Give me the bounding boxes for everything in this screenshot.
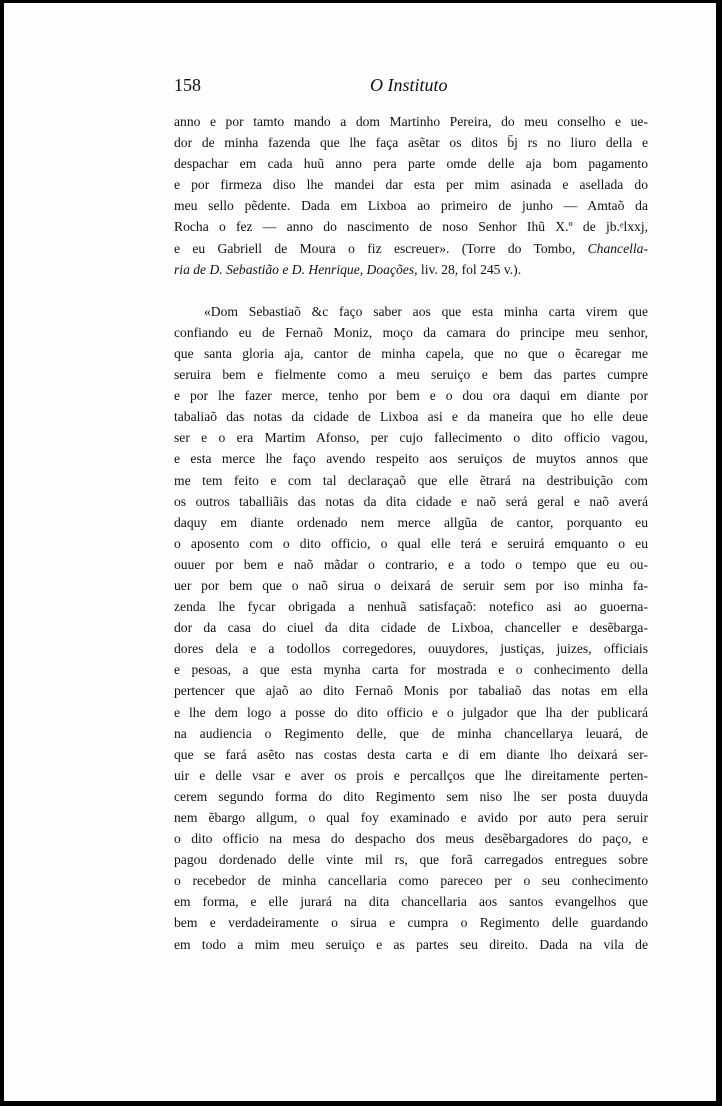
text-line: em todo a mim meu seruiço e as partes seu direito. Dada na vila de (174, 936, 648, 952)
text-line: nem ẽbargo allgum, o qual foy examinado e avido por auto pera seruir (174, 810, 648, 825)
text-line: cerem segundo forma do dito Regimento sem niso lhe ser posta duuyda (174, 788, 648, 804)
running-header (174, 75, 648, 99)
text-line: daquy em diante ordenado nem merce allgũa de cantor, porquanto eu (174, 514, 648, 530)
text-line: confiando eu de Fernaõ Moniz, moço da camara do principe meu senhor, (174, 324, 648, 340)
text-line: ser e o era Martim Afonso, per cujo fallecimento o dito officio vagou, (174, 430, 648, 446)
text-line: Rocha o fez — anno do nascimento de noso Senhor Ihũ X.º de jb.ᵉlxxj, (174, 219, 648, 235)
page-number: 158 (174, 75, 201, 95)
text-line: seruira bem e fielmente como a meu seruiço e bem das partes cumpre (174, 367, 648, 383)
text-line: despachar em cada huũ anno pera parte omde delle aja bom pagamento (174, 156, 648, 172)
text-line: e pesoas, a que esta mynha carta for mostrada e o conhecimento della (174, 662, 648, 678)
text-line: dores dela e a todollos corregedores, ouuydores, justiças, juizes, officiais (174, 641, 648, 657)
text-line: anno e por tamto mando a dom Martinho Pereira, do meu conselho e ue- (174, 114, 648, 129)
text-line: ouuer por bem e naõ mãdar o contrario, e a todo o tempo que eu ou- (174, 556, 648, 572)
text-line: zenda lhe fycar obrigada a nenhuã satisfaçaõ: notefico asi ao guoerna- (174, 599, 648, 615)
text-line: dor de minha fazenda que lhe faça asẽtar os ditos b̄j rs no liuro della e (174, 135, 648, 151)
text-line: os outros taballiãis das notas da dita cidade e naõ será geral e naõ averá (174, 493, 648, 509)
paragraph-gap (174, 280, 648, 301)
text-line: e esta merce lhe faço avendo respeito aos seruiços de muytos annos que (174, 451, 648, 467)
paragraph-royal-charter (174, 301, 648, 955)
text-line: e lhe dem logo a posse do dito officio e o julgador que lha der publicará (174, 704, 648, 720)
text-line: tabaliaõ das notas da cidade de Lixboa asi e da maneira que ho elle deue (174, 409, 648, 425)
journal-title: O Instituto (370, 75, 448, 95)
text-line-with-citation: e eu Gabriell de Moura o fiz escreuer». (Torre do Tombo, Chancella- (174, 240, 648, 256)
paragraph-continuation (174, 111, 648, 280)
text-line: bem e verdadeiramente o sirua e cumpra o Regimento delle guardando (174, 915, 648, 931)
text-line: me tem feito e com tal declaraçaõ que elle ẽtrará na destribuição com (174, 472, 648, 488)
text-line: e por lhe fazer merce, tenho por bem e o dou ora daqui em diante por (174, 388, 648, 404)
text-line: em forma, e elle jurará na dita chancellaria aos santos evangelhos que (174, 894, 648, 910)
text-line: o dito officio na mesa do despacho dos meus desẽbargadores do paço, e (174, 831, 648, 847)
text-line: que se fará asẽto nas costas desta carta e di em diante lho deixará ser- (174, 746, 648, 762)
text-line: o recebedor de minha cancellaria como pareceo per o seu conhecimento (174, 873, 648, 889)
book-page (4, 3, 716, 1101)
text-line-with-citation: ria de D. Sebastião e D. Henrique, Doações, liv. 28, fol 245 v.). (174, 261, 522, 277)
text-line: pertencer que ajaõ ao dito Fernaõ Monis por tabaliaõ das notas em ella (174, 683, 648, 699)
text-line: o aposento com o dito officio, o qual elle terá e seruirá emquanto o eu (174, 535, 648, 551)
text-line: «Dom Sebastiaõ &c faço saber aos que esta minha carta virem que (204, 303, 648, 319)
text-line: que santa gloria aja, cantor de minha capela, que no que o ẽcaregar me (174, 345, 648, 361)
text-line: uer por bem que o naõ sirua o deixará de seruir sem por iso minha fa- (174, 577, 648, 593)
text-line: meu sello pẽdente. Dada em Lixboa ao primeiro de junho — Amtaõ da (174, 198, 648, 214)
text-line: uir e delle vsar e aver os prois e percallços que lhe direitamente perten- (174, 767, 648, 783)
text-line: na audiencia o Regimento delle, que de minha chancellarya leuará, de (174, 725, 648, 741)
text-line: pagou dordenado delle vinte mil rs, que forã carregados entregues sobre (174, 852, 648, 868)
text-line: dor da casa do ciuel da dita cidade de Lixboa, chanceller e desẽbarga- (174, 620, 648, 636)
body-text (174, 111, 648, 955)
text-line: e por firmeza diso lhe mandei dar esta per mim asinada e asellada do (174, 177, 648, 193)
citation-title: Chancella- (587, 240, 648, 256)
citation-title: ria de D. Sebastião e D. Henrique, Doações, (174, 261, 418, 277)
